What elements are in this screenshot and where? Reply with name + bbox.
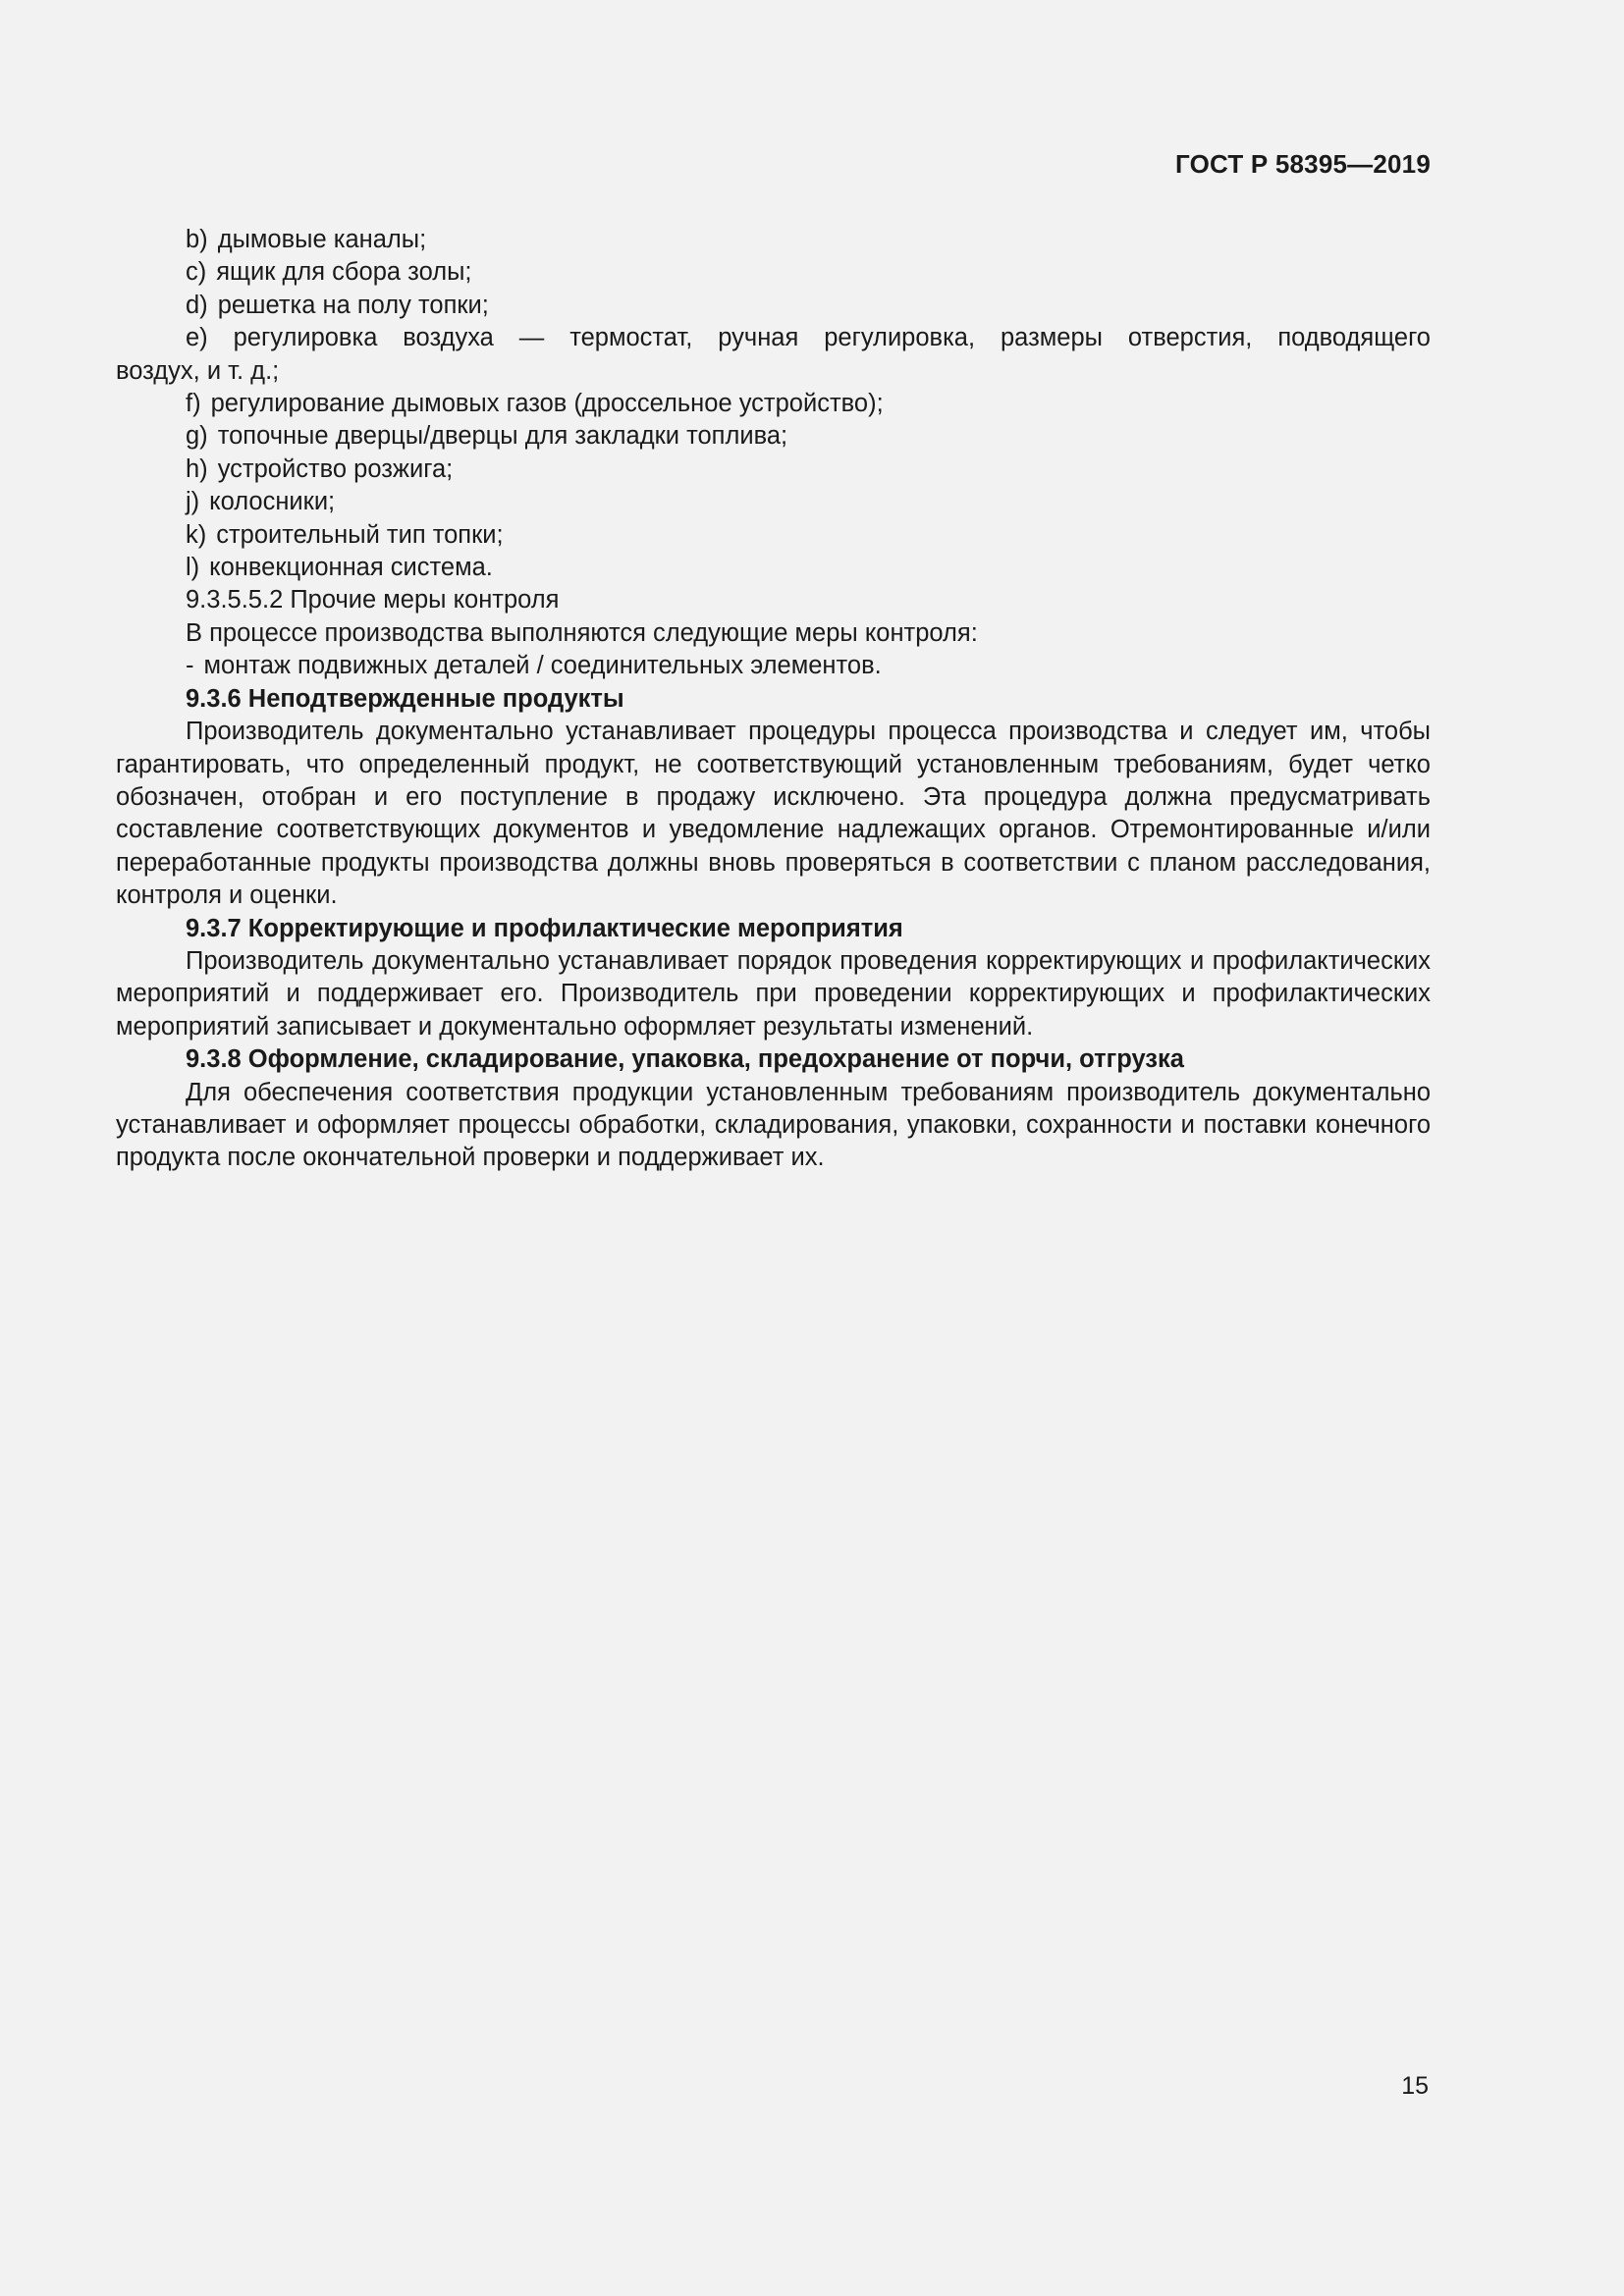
section-heading: 9.3.8 Оформление, складирование, упаковка, предохранение от порчи, отгрузка <box>186 1045 1184 1074</box>
list-item <box>116 256 1431 289</box>
list-marker: k) <box>186 520 207 549</box>
section-paragraph: Для обеспечения соответствия продукции установленным требованиям производитель документально устанавливает и оформляет процессы обработки, складирования, упаковки, сохранности и поставки конечного продукта после окончательной проверки и поддерживает их. <box>116 1078 1431 1172</box>
page-number: 15 <box>1401 2072 1429 2100</box>
list-item-e-first-line: e) регулировка воздуха — термостат, ручная регулировка, размеры отверстия, подводящего <box>186 324 1431 352</box>
list-marker: j) <box>186 488 200 516</box>
list-marker: h) <box>186 454 208 483</box>
document-code-header: ГОСТ Р 58395—2019 <box>1175 149 1431 179</box>
list-marker: f) <box>186 390 201 418</box>
list-item-text: устройство розжига; <box>217 454 454 483</box>
list-item <box>116 290 1431 322</box>
section-heading: 9.3.6 Неподтвержденные продукты <box>186 684 624 713</box>
list-item-text: решетка на полу топки; <box>217 291 489 319</box>
list-marker: b) <box>186 226 208 253</box>
bullet-marker: - <box>186 652 194 680</box>
subsection-intro: В процессе производства выполняются следующие меры контроля: <box>186 618 978 647</box>
list-item <box>116 486 1431 518</box>
list-item-text: колосники; <box>209 488 336 516</box>
list-item <box>116 224 1431 256</box>
document-body <box>116 224 1431 1175</box>
list-marker: g) <box>186 422 208 451</box>
list-item-text: ящик для сбора золы; <box>216 258 472 287</box>
list-marker: d) <box>186 291 208 319</box>
list-marker: l) <box>186 554 200 582</box>
list-item-text: топочные дверцы/дверцы для закладки топлива; <box>217 422 788 451</box>
list-item-text: дымовые каналы; <box>217 226 427 253</box>
list-item-text: конвекционная система. <box>209 554 493 582</box>
list-item-text: строительный тип топки; <box>216 520 504 549</box>
list-item-text: регулирование дымовых газов (дроссельное устройство); <box>210 390 884 418</box>
list-marker: c) <box>186 258 207 287</box>
list-item-e-continuation: воздух, и т. д.; <box>116 356 280 385</box>
section-paragraph: Производитель документально устанавливает порядок проведения корректирующих и профилактических мероприятий и поддерживает его. Производитель при проведении корректирующих и профилактических мероприятий записывает и документально оформляет результаты изменений. <box>116 946 1431 1041</box>
list-item <box>116 454 1431 486</box>
subsection-title: 9.3.5.5.2 Прочие меры контроля <box>186 586 560 614</box>
list-item <box>116 519 1431 552</box>
section-heading: 9.3.7 Корректирующие и профилактические мероприятия <box>186 914 903 942</box>
bullet-text: монтаж подвижных деталей / соединительных элементов. <box>203 652 882 680</box>
list-item <box>116 420 1431 453</box>
section-paragraph: Производитель документально устанавливает процедуры процесса производства и следует им, чтобы гарантировать, что определенный продукт, не соответствующий установленным требованиям, будет четко обозначен, отобран и его поступление в продажу исключено. Эта процедура должна предусматривать составление соответствующих документов и уведомление надлежащих органов. Отремонтированные и/или переработанные продукты производства должны вновь проверяться в соответствии с планом расследования, контроля и оценки. <box>116 718 1431 910</box>
list-item <box>116 552 1431 584</box>
bullet-item <box>116 650 1431 682</box>
list-item <box>116 388 1431 420</box>
